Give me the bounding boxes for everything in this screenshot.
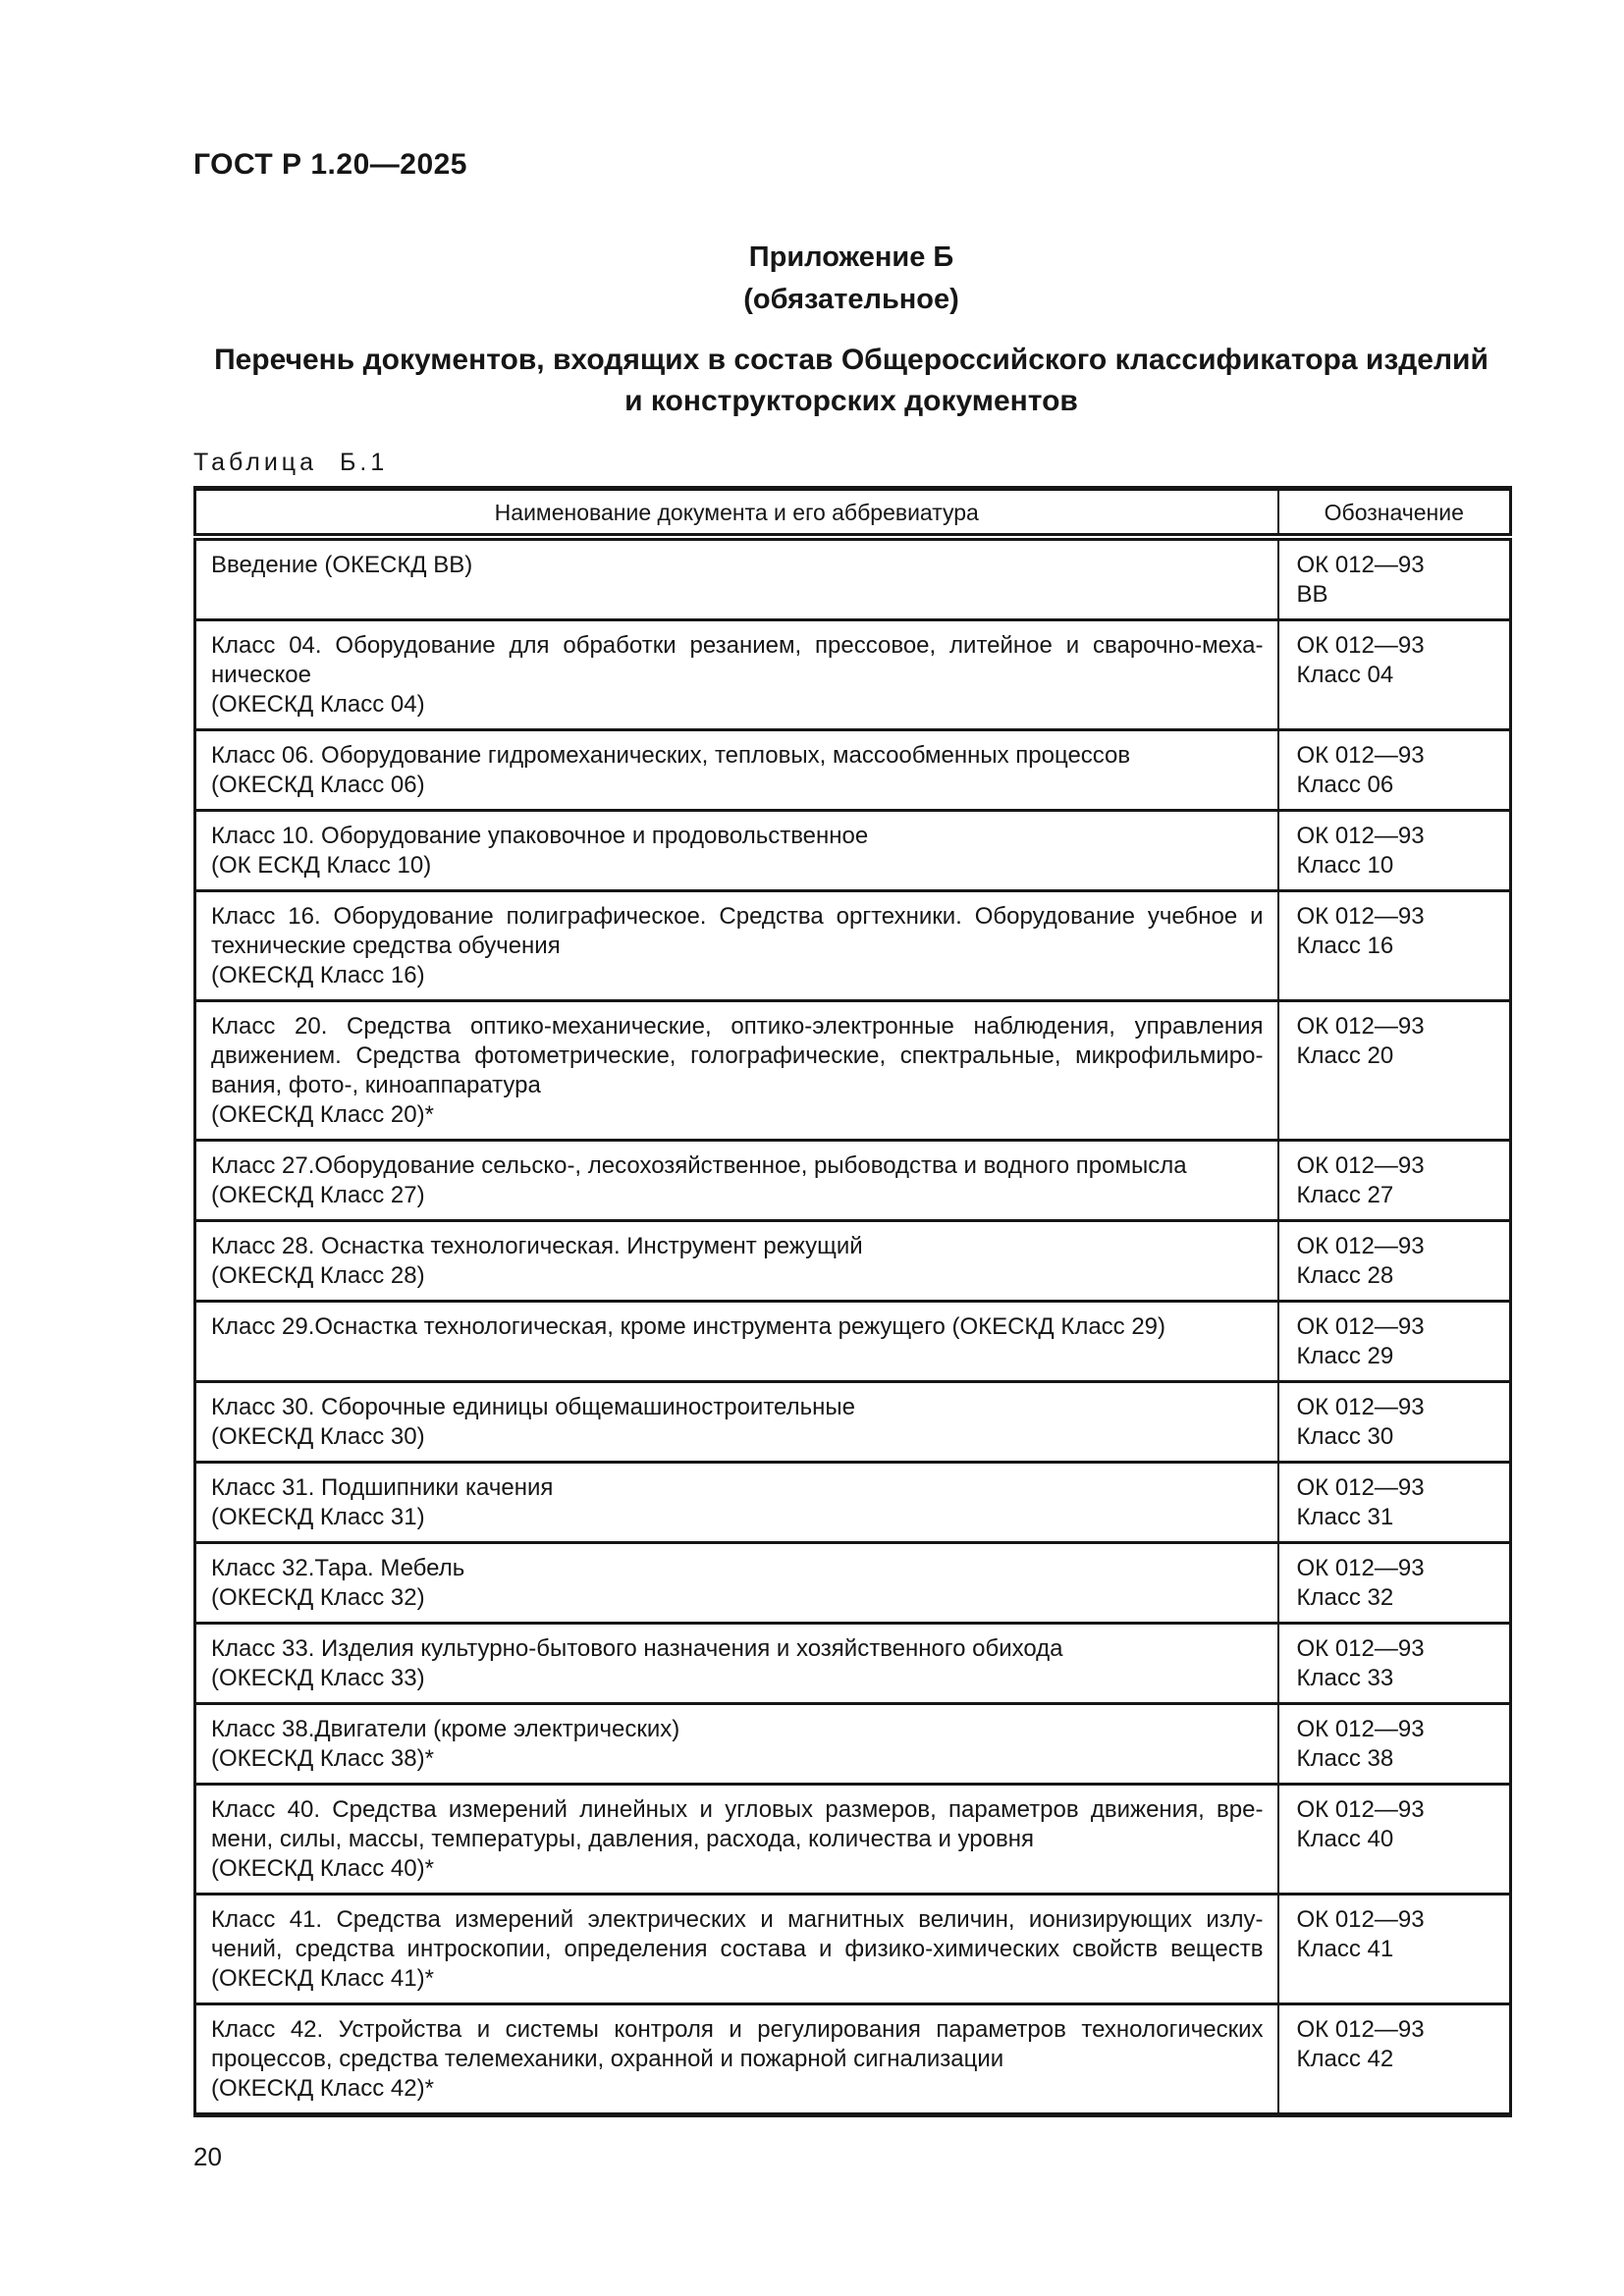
doc-designation-cell bbox=[1278, 811, 1511, 891]
doc-name-line: Класс 33. Изделия культурно-бытового назначения и хозяйственного обихода bbox=[211, 1635, 1063, 1662]
annex-kind: (обязательное) bbox=[743, 284, 959, 315]
designation-line: ОК 012—93 bbox=[1296, 1313, 1425, 1340]
designation-line: Класс 27 bbox=[1296, 1182, 1394, 1208]
doc-name-cell bbox=[195, 537, 1278, 620]
doc-name-cell bbox=[195, 1221, 1278, 1302]
table-row bbox=[195, 1302, 1511, 1382]
doc-name-line: (ОКЕСКД Класс 16) bbox=[211, 962, 425, 988]
designation-line: ВВ bbox=[1296, 581, 1328, 608]
doc-name-cell bbox=[195, 1785, 1278, 1895]
doc-designation-cell bbox=[1278, 1463, 1511, 1543]
designation-line: Класс 04 bbox=[1296, 662, 1394, 688]
doc-name-line: Класс 41. Средства измерений электрических и магнитных величин, ионизирующих излу- bbox=[211, 1906, 1264, 1933]
doc-designation-cell bbox=[1278, 1001, 1511, 1141]
table-row bbox=[195, 891, 1511, 1001]
designation-line: ОК 012—93 bbox=[1296, 632, 1425, 659]
column-header-name: Наименование документа и его аббревиатура bbox=[195, 489, 1278, 538]
doc-name-cell bbox=[195, 1141, 1278, 1221]
doc-name-line: (ОКЕСКД Класс 41)* bbox=[211, 1965, 434, 1992]
table-row bbox=[195, 1895, 1511, 2004]
doc-name-cell bbox=[195, 1895, 1278, 2004]
designation-line: Класс 28 bbox=[1296, 1262, 1394, 1289]
designation-line: ОК 012—93 bbox=[1296, 1152, 1425, 1179]
doc-name-line: Класс 31. Подшипники качения bbox=[211, 1474, 554, 1501]
table-row bbox=[195, 1704, 1511, 1785]
column-header-designation: Обозначение bbox=[1278, 489, 1511, 538]
doc-name-line: чений, средства интроскопии, определения состава и физико-химических свойств веществ bbox=[211, 1936, 1264, 1962]
doc-designation-cell bbox=[1278, 1141, 1511, 1221]
doc-name-line: (ОК ЕСКД Класс 10) bbox=[211, 852, 432, 879]
table-row bbox=[195, 620, 1511, 730]
doc-name-line: Класс 38.Двигатели (кроме электрических) bbox=[211, 1716, 680, 1742]
doc-name-cell bbox=[195, 1302, 1278, 1382]
table-row bbox=[195, 730, 1511, 811]
page-number: 20 bbox=[193, 2142, 222, 2171]
designation-line: Класс 30 bbox=[1296, 1423, 1394, 1450]
standard-code: ГОСТ Р 1.20—2025 bbox=[193, 148, 467, 181]
doc-name-line: (ОКЕСКД Класс 20)* bbox=[211, 1101, 434, 1128]
designation-line: ОК 012—93 bbox=[1296, 742, 1425, 769]
doc-designation-cell bbox=[1278, 620, 1511, 730]
doc-designation-cell bbox=[1278, 1382, 1511, 1463]
table-row bbox=[195, 537, 1511, 620]
documents-table bbox=[193, 486, 1512, 2117]
table-row bbox=[195, 1543, 1511, 1624]
table-row bbox=[195, 1221, 1511, 1302]
doc-name-line: Класс 42. Устройства и системы контроля и регулирования параметров технологических bbox=[211, 2016, 1264, 2043]
doc-name-line: (ОКЕСКД Класс 32) bbox=[211, 1584, 425, 1611]
designation-line: Класс 10 bbox=[1296, 852, 1394, 879]
doc-name-line: вания, фото-, киноаппаратура bbox=[211, 1072, 541, 1098]
designation-line: Класс 31 bbox=[1296, 1504, 1394, 1530]
table-row bbox=[195, 1785, 1511, 1895]
doc-name-line: Класс 16. Оборудование полиграфическое. Средства оргтехники. Оборудование учебное и bbox=[211, 903, 1264, 930]
designation-line: Класс 29 bbox=[1296, 1343, 1394, 1369]
doc-name-line: Класс 20. Средства оптико-механические, оптико-электронные наблюдения, управления bbox=[211, 1013, 1264, 1040]
doc-name-cell bbox=[195, 1001, 1278, 1141]
designation-line: ОК 012—93 bbox=[1296, 1796, 1425, 1823]
doc-name-line: мени, силы, массы, температуры, давления, расхода, количества и уровня bbox=[211, 1826, 1034, 1852]
designation-line: ОК 012—93 bbox=[1296, 1906, 1425, 1933]
doc-designation-cell bbox=[1278, 1785, 1511, 1895]
document-title-line1: Перечень документов, входящих в состав Общероссийского классификатора изделий bbox=[214, 344, 1489, 376]
table-row bbox=[195, 2004, 1511, 2115]
doc-name-cell bbox=[195, 1382, 1278, 1463]
table-caption: Таблица Б.1 bbox=[193, 449, 389, 476]
designation-line: ОК 012—93 bbox=[1296, 2016, 1425, 2043]
doc-name-cell bbox=[195, 891, 1278, 1001]
designation-line: Класс 32 bbox=[1296, 1584, 1394, 1611]
doc-name-cell bbox=[195, 2004, 1278, 2115]
doc-designation-cell bbox=[1278, 1221, 1511, 1302]
table-row bbox=[195, 1382, 1511, 1463]
doc-name-line: Введение (ОКЕСКД ВВ) bbox=[211, 552, 473, 578]
doc-name-line: Класс 04. Оборудование для обработки резанием, прессовое, литейное и сварочно-меха- bbox=[211, 632, 1264, 659]
designation-line: Класс 33 bbox=[1296, 1665, 1394, 1691]
doc-name-line: Класс 06. Оборудование гидромеханических, тепловых, массообменных процессов bbox=[211, 742, 1131, 769]
document-title bbox=[193, 340, 1509, 422]
designation-line: ОК 012—93 bbox=[1296, 823, 1425, 849]
document-title-line2: и конструкторских документов bbox=[624, 385, 1078, 417]
doc-name-line: Класс 40. Средства измерений линейных и угловых размеров, параметров движения, вре- bbox=[211, 1796, 1264, 1823]
designation-line: Класс 42 bbox=[1296, 2046, 1394, 2072]
doc-name-line: (ОКЕСКД Класс 06) bbox=[211, 772, 425, 798]
table-row bbox=[195, 1141, 1511, 1221]
doc-designation-cell bbox=[1278, 1895, 1511, 2004]
doc-name-line: (ОКЕСКД Класс 33) bbox=[211, 1665, 425, 1691]
doc-name-line: (ОКЕСКД Класс 30) bbox=[211, 1423, 425, 1450]
doc-designation-cell bbox=[1278, 891, 1511, 1001]
doc-name-line: Класс 10. Оборудование упаковочное и продовольственное bbox=[211, 823, 869, 849]
doc-name-line: движением. Средства фотометрические, голографические, спектральные, микрофильмиро- bbox=[211, 1042, 1264, 1069]
designation-line: Класс 40 bbox=[1296, 1826, 1394, 1852]
doc-name-line: Класс 29.Оснастка технологическая, кроме инструмента режущего (ОКЕСКД Класс 29) bbox=[211, 1313, 1166, 1340]
doc-name-line: ническое bbox=[211, 662, 311, 688]
doc-designation-cell bbox=[1278, 1543, 1511, 1624]
table-row bbox=[195, 1001, 1511, 1141]
doc-name-line: процессов, средства телемеханики, охранной и пожарной сигнализации bbox=[211, 2046, 1004, 2072]
doc-name-line: (ОКЕСКД Класс 28) bbox=[211, 1262, 425, 1289]
designation-line: ОК 012—93 bbox=[1296, 1474, 1425, 1501]
table-row bbox=[195, 1624, 1511, 1704]
doc-designation-cell bbox=[1278, 1302, 1511, 1382]
doc-name-cell bbox=[195, 730, 1278, 811]
annex-label: Приложение Б bbox=[748, 241, 954, 273]
doc-designation-cell bbox=[1278, 1624, 1511, 1704]
designation-line: ОК 012—93 bbox=[1296, 1635, 1425, 1662]
doc-designation-cell bbox=[1278, 2004, 1511, 2115]
table-row bbox=[195, 1463, 1511, 1543]
doc-designation-cell bbox=[1278, 537, 1511, 620]
designation-line: ОК 012—93 bbox=[1296, 1394, 1425, 1420]
doc-name-cell bbox=[195, 1624, 1278, 1704]
doc-name-line: (ОКЕСКД Класс 40)* bbox=[211, 1855, 434, 1882]
doc-name-line: (ОКЕСКД Класс 04) bbox=[211, 691, 425, 718]
designation-line: Класс 41 bbox=[1296, 1936, 1394, 1962]
designation-line: ОК 012—93 bbox=[1296, 1555, 1425, 1581]
doc-designation-cell bbox=[1278, 1704, 1511, 1785]
annex-heading bbox=[193, 237, 1509, 321]
designation-line: Класс 38 bbox=[1296, 1745, 1394, 1772]
doc-name-line: (ОКЕСКД Класс 31) bbox=[211, 1504, 425, 1530]
designation-line: Класс 06 bbox=[1296, 772, 1394, 798]
designation-line: ОК 012—93 bbox=[1296, 1233, 1425, 1259]
doc-name-line: (ОКЕСКД Класс 42)* bbox=[211, 2075, 434, 2102]
doc-name-line: Класс 32.Тара. Мебель bbox=[211, 1555, 465, 1581]
doc-name-line: Класс 27.Оборудование сельско-, лесохозяйственное, рыбоводства и водного промысла bbox=[211, 1152, 1187, 1179]
doc-designation-cell bbox=[1278, 730, 1511, 811]
doc-name-line: Класс 30. Сборочные единицы общемашиностроительные bbox=[211, 1394, 855, 1420]
doc-name-cell bbox=[195, 1543, 1278, 1624]
designation-line: ОК 012—93 bbox=[1296, 1716, 1425, 1742]
designation-line: ОК 012—93 bbox=[1296, 552, 1425, 578]
table-row bbox=[195, 811, 1511, 891]
doc-name-cell bbox=[195, 1704, 1278, 1785]
doc-name-line: технические средства обучения bbox=[211, 933, 561, 959]
table-header-row bbox=[195, 489, 1511, 538]
designation-line: ОК 012—93 bbox=[1296, 1013, 1425, 1040]
doc-name-cell bbox=[195, 811, 1278, 891]
doc-name-line: (ОКЕСКД Класс 27) bbox=[211, 1182, 425, 1208]
designation-line: ОК 012—93 bbox=[1296, 903, 1425, 930]
doc-name-line: Класс 28. Оснастка технологическая. Инструмент режущий bbox=[211, 1233, 863, 1259]
designation-line: Класс 16 bbox=[1296, 933, 1394, 959]
designation-line: Класс 20 bbox=[1296, 1042, 1394, 1069]
doc-name-cell bbox=[195, 620, 1278, 730]
doc-name-cell bbox=[195, 1463, 1278, 1543]
doc-name-line: (ОКЕСКД Класс 38)* bbox=[211, 1745, 434, 1772]
